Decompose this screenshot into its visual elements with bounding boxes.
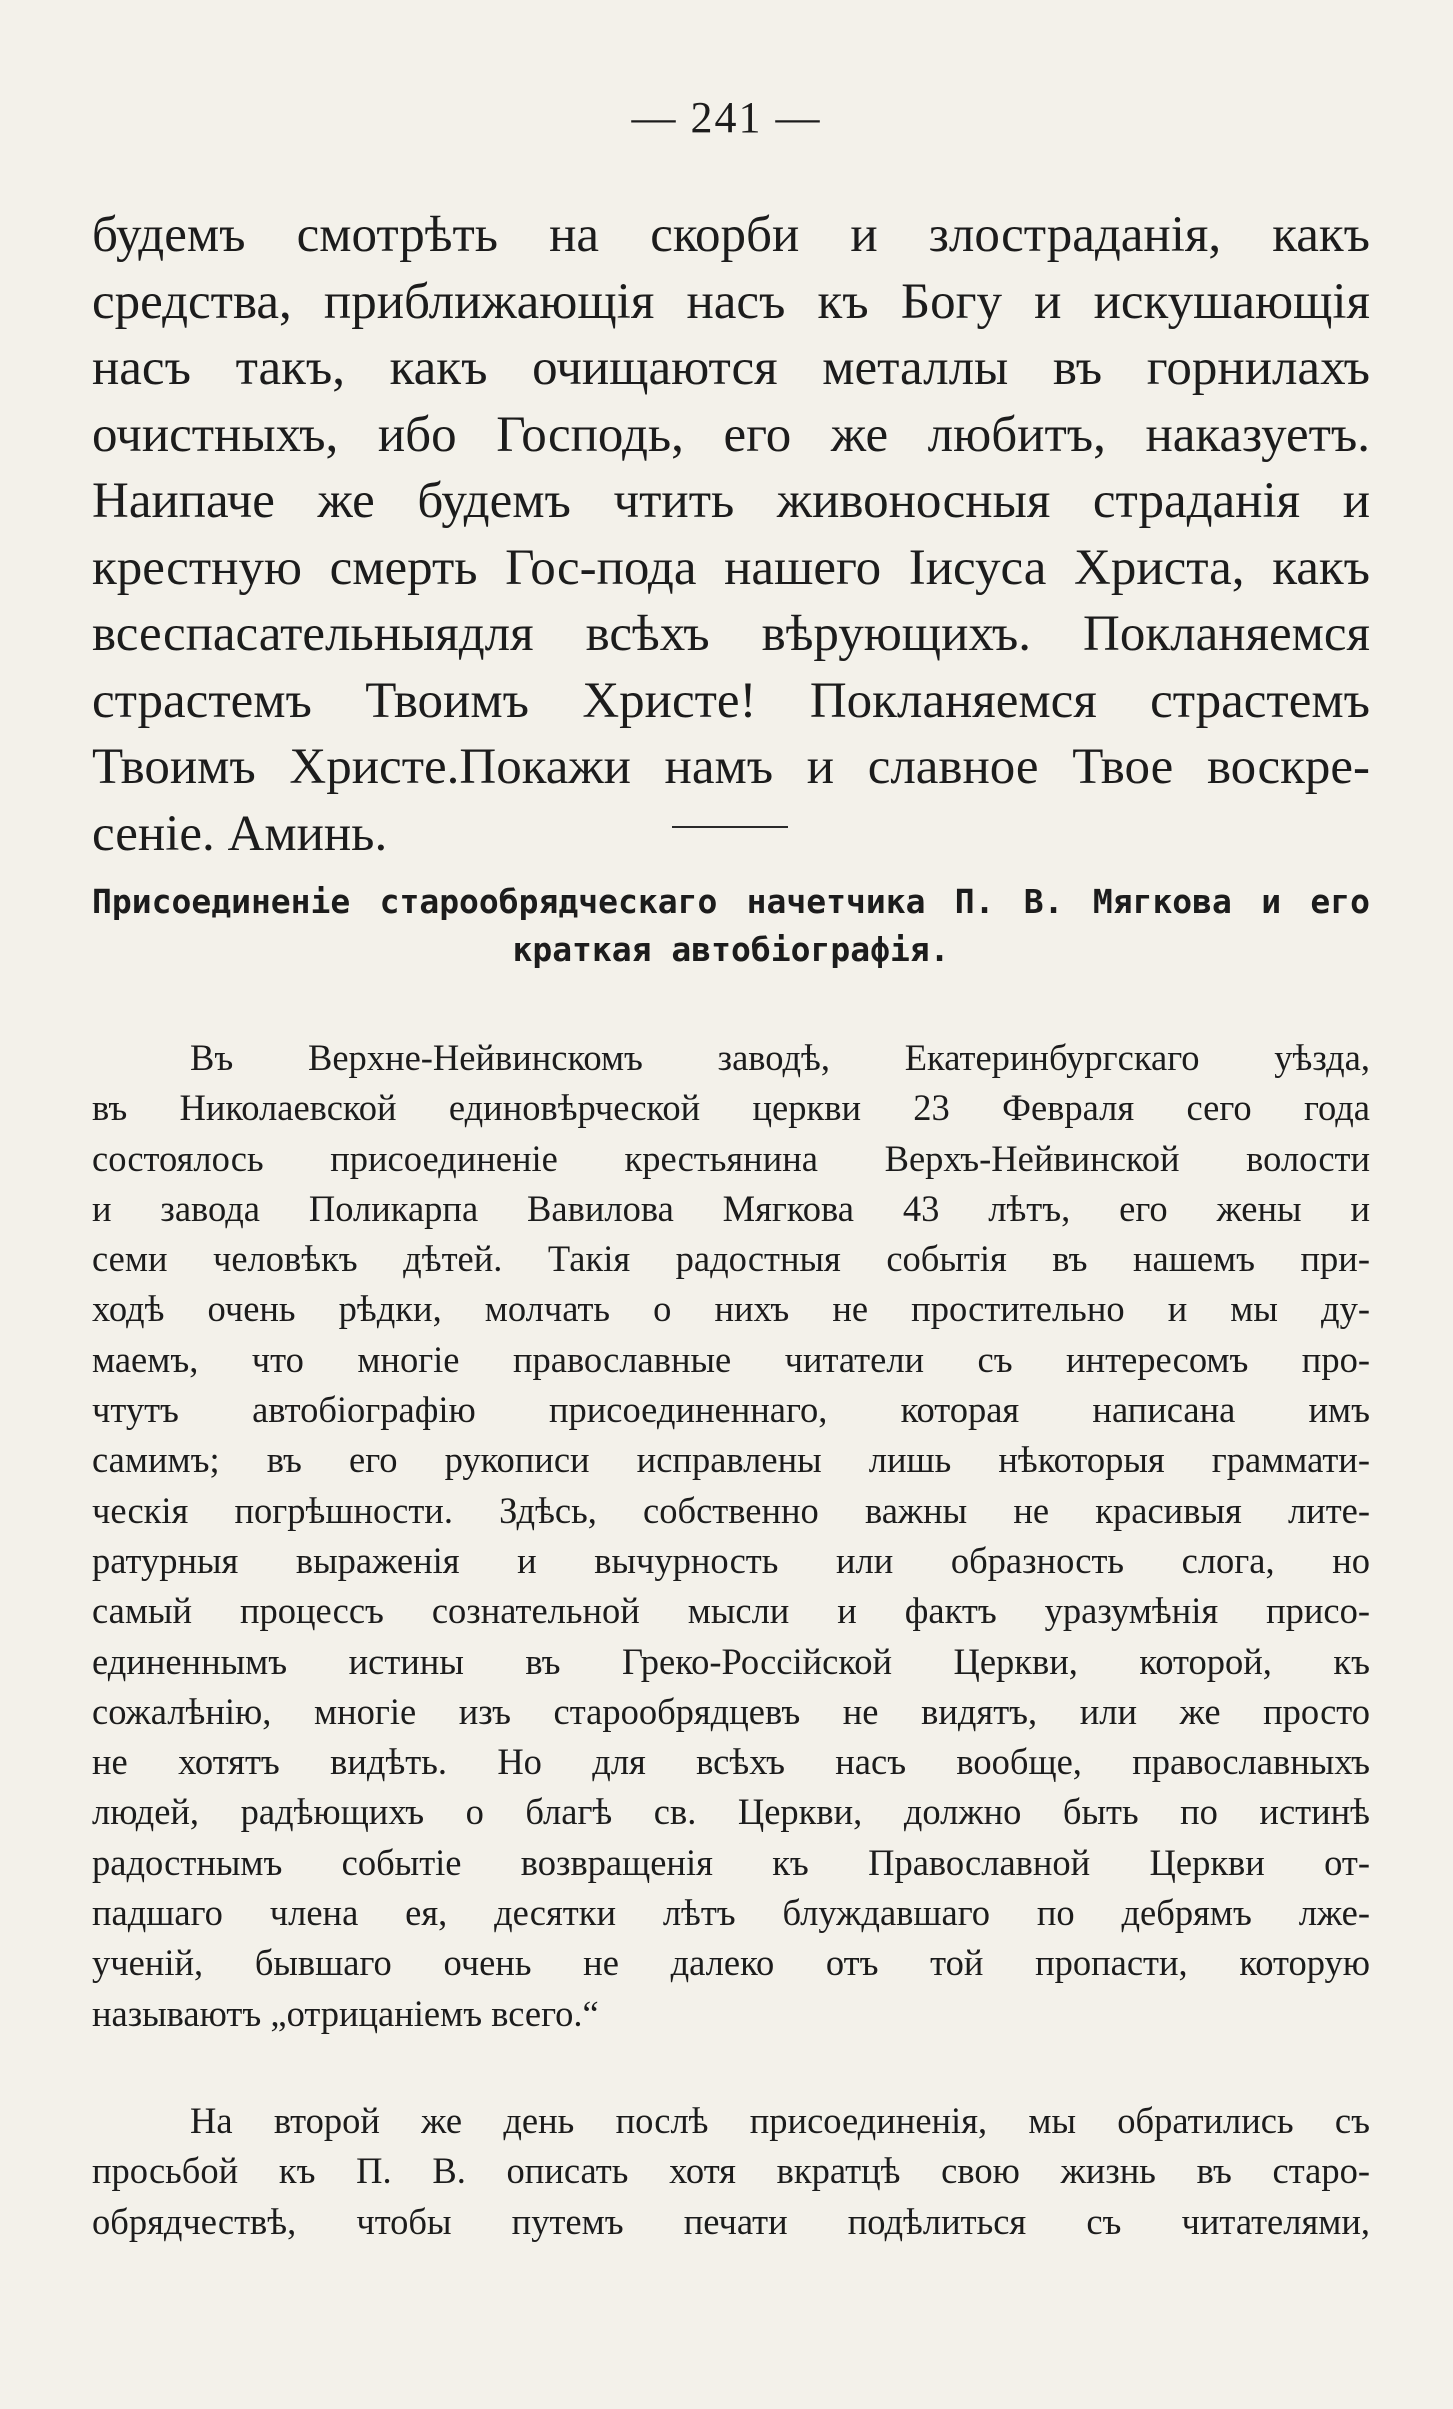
text-line: ученій, бывшаго очень не далеко отъ той пропасти, которую <box>92 1942 1370 1984</box>
heading-line: краткая автобіографія. <box>512 930 950 969</box>
text-line: средства, приближающія насъ къ Богу и искушающія <box>92 273 1370 330</box>
text-line: ходѣ очень рѣдки, молчать о нихъ не простительно и мы ду- <box>92 1288 1370 1330</box>
closing-paragraph <box>92 202 1370 867</box>
text-line: семи человѣкъ дѣтей. Такія радостныя событія въ нашемъ при- <box>92 1238 1370 1280</box>
text-line: насъ такъ, какъ очищаются металлы въ горнилахъ <box>92 340 1370 396</box>
text-line: будемъ смотрѣть на скорби и злостраданія, какъ <box>92 207 1370 263</box>
article-heading <box>92 878 1370 974</box>
text-line: страстемъ Твоимъ Христе! Покланяемся страстемъ <box>92 672 1370 729</box>
text-line: состоялось присоединеніе крестьянина Верхъ-Нейвинской волости <box>92 1137 1370 1179</box>
text-line: сеніе. Аминь. <box>92 805 388 862</box>
text-line: Твоимъ Христе.Покажи намъ и славное Твое воскре- <box>92 739 1370 795</box>
text-line: чтутъ автобіографію присоединеннаго, которая написана имъ <box>92 1389 1370 1431</box>
text-line: очистныхъ, ибо Господь, его же любитъ, наказуетъ. <box>92 406 1370 463</box>
text-line: ческія погрѣшности. Здѣсь, собственно важны не красивыя лите- <box>92 1489 1370 1531</box>
article-paragraph-1 <box>92 1033 1370 2039</box>
text-line: На второй же день послѣ присоединенія, мы обратились съ <box>190 2100 1370 2141</box>
heading-line: Присоединеніе старообрядческаго начетчика П. В. Мягкова и его <box>92 882 1370 921</box>
text-line: падшаго члена ея, десятки лѣтъ блуждавшаго по дебрямъ лже- <box>92 1892 1370 1934</box>
text-line: не хотятъ видѣть. Но для всѣхъ насъ вообще, православныхъ <box>92 1741 1370 1783</box>
text-line: самый процессъ сознательной мысли и фактъ уразумѣнія присо- <box>92 1590 1370 1632</box>
text-line: ратурныя выраженія и вычурность или образность слога, но <box>92 1539 1370 1581</box>
text-line: Въ Верхне-Нейвинскомъ заводѣ, Екатеринбургскаго уѣзда, <box>190 1037 1370 1078</box>
article-paragraph-2 <box>92 2096 1370 2247</box>
text-line: обрядчествѣ, чтобы путемъ печати подѣлиться съ читателями, <box>92 2200 1370 2242</box>
page-number: — 241 — <box>631 93 822 142</box>
text-line: въ Николаевской единовѣрческой церкви 23 Февраля сего года <box>92 1087 1370 1129</box>
text-line: радостнымъ событіе возвращенія къ Православной Церкви от- <box>92 1841 1370 1883</box>
text-line: называютъ „отрицаніемъ всего.“ <box>92 1992 599 2034</box>
text-line: маемъ, что многіе православные читатели съ интересомъ про- <box>92 1338 1370 1380</box>
text-line: просьбой къ П. В. описать хотя вкратцѣ свою жизнь въ старо- <box>92 2150 1370 2192</box>
text-line: крестную смерть Гос-пода нашего Іисуса Христа, какъ <box>92 539 1370 596</box>
text-line: Наипаче же будемъ чтить живоносныя страданія и <box>92 473 1370 529</box>
text-line: людей, радѣющихъ о благѣ св. Церкви, должно быть по истинѣ <box>92 1791 1370 1833</box>
text-line: сожалѣнію, многіе изъ старообрядцевъ не видятъ, или же просто <box>92 1690 1370 1732</box>
text-line: всеспасательныядля всѣхъ вѣрующихъ. Покланяемся <box>92 606 1370 662</box>
text-line: единеннымъ истины въ Греко-Россійской Церкви, которой, къ <box>92 1640 1370 1682</box>
text-line: и завода Поликарпа Вавилова Мягкова 43 лѣтъ, его жены и <box>92 1187 1370 1229</box>
text-line: самимъ; въ его рукописи исправлены лишь нѣкоторыя граммати- <box>92 1439 1370 1481</box>
section-divider <box>672 826 788 828</box>
